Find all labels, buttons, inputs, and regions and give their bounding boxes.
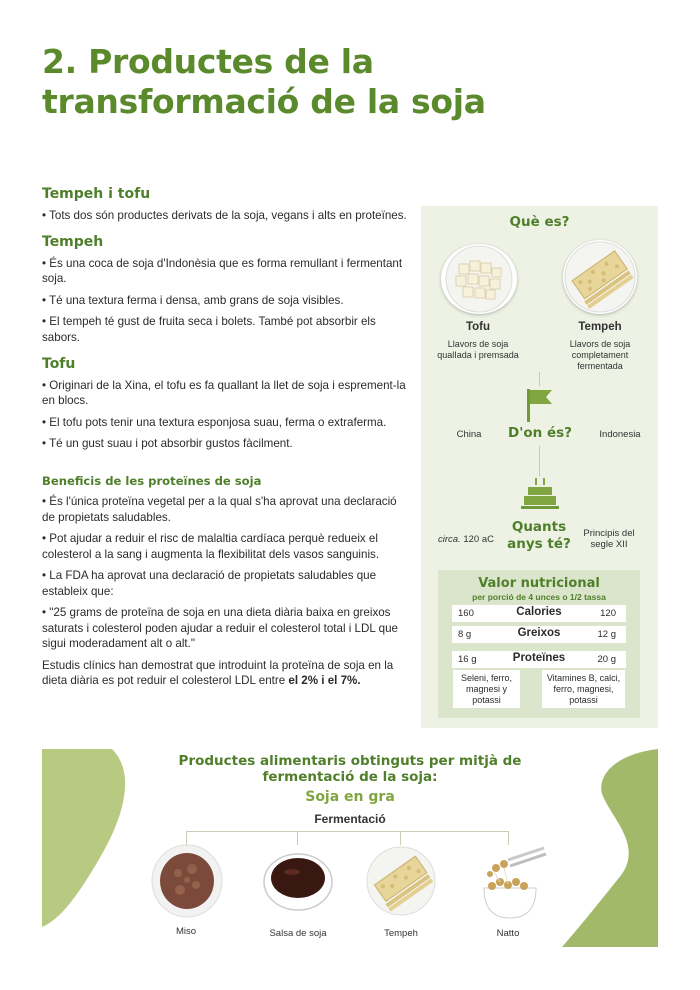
bottom-title: Productes alimentaris obtinguts per mitjà de fermentació de la soja:: [178, 753, 522, 785]
heading-tempeh-tofu: Tempeh i tofu: [42, 186, 151, 202]
product-label-natto: Natto: [496, 928, 520, 939]
closing-highlight: el 2% i el 7%.: [288, 674, 361, 687]
heading-benefits: Beneficis de les proteïnes de soja: [42, 473, 262, 488]
product-label-miso: Miso: [175, 926, 197, 937]
connector-line: [539, 372, 540, 386]
branch-line: [297, 831, 298, 845]
section-tofu: [42, 357, 408, 452]
connector-line: [539, 446, 540, 476]
section-tempeh: [42, 235, 408, 345]
miso-image: [150, 843, 224, 924]
origin-china: China: [456, 429, 482, 440]
flag-icon: [524, 387, 554, 428]
closing-paragraph: Estudis clínics han demostrat que introduint la proteïna de soja en la dieta diària es pot reduir el colesterol LDL entre el 2% i el 7%.: [42, 658, 394, 687]
section-tempeh-tofu: [42, 187, 408, 223]
left-column: [42, 187, 408, 701]
origin-indonesia: Indonesia: [599, 429, 641, 440]
page-title: 2. Productes de la transformació de la soja: [42, 42, 486, 121]
section-benefits: [42, 474, 408, 689]
bullet: • Originari de la Xina, el tofu es fa quallant la llet de soja i esprement-la en blocs.: [42, 378, 406, 407]
tempeh-label: Tempeh: [578, 321, 622, 333]
bullet: • Té una textura ferma i densa, amb grans de soja visibles.: [42, 293, 344, 307]
age-tofu: circa. 120 aC: [438, 534, 494, 545]
natto-image: [478, 846, 548, 927]
bullet: • El tofu pots tenir una textura esponjosa suau, ferma o extraferma.: [42, 415, 387, 429]
nutrition-row-calories: 160 Calories 120: [452, 605, 626, 622]
bullet: • El tempeh té gust de fruita seca i bolets. També pot absorbir els sabors.: [42, 315, 376, 344]
nutrition-title: Valor nutricional: [478, 576, 600, 591]
product-label-tempeh: Tempeh: [384, 928, 418, 939]
tempeh-desc: Llavors de soja completament fermentada: [569, 339, 631, 371]
soy-sauce-image: [262, 852, 334, 917]
tofu-desc: Llavors de soja qualIada i premsada: [437, 339, 519, 360]
branch-line: [186, 831, 508, 832]
heading-tofu: Tofu: [42, 356, 76, 372]
branch-line: [400, 831, 401, 845]
don-es-heading: D'on és?: [508, 425, 572, 441]
heading-tempeh: Tempeh: [42, 234, 104, 250]
bullet: • Té un gust suau i pot absorbir gustos fàcilment.: [42, 437, 293, 450]
bullet: • Pot ajudar a reduir el risc de malaltia cardíaca perquè redueix el colesterol a la sang i augmenta la flexibilitat dels vasos sanguinis.: [42, 532, 380, 561]
soy-grain-label: Soja en gra: [305, 789, 395, 805]
birthday-cake-icon: [520, 476, 560, 517]
tofu-label: Tofu: [465, 321, 491, 333]
minerals-tempeh: Vitamines B, calci, ferro, magnesi, potassi: [542, 670, 625, 708]
tempeh-image: [563, 240, 637, 314]
nutrition-row-protein: 16 g Proteïnes 20 g: [452, 651, 626, 668]
bullet: • Tots dos són productes derivats de la soja, vegans i alts en proteïnes.: [42, 208, 407, 222]
bullet: • La FDA ha aprovat una declaració de propietats saludables que estableix que:: [42, 569, 377, 598]
product-label-soy-sauce: Salsa de soja: [269, 928, 327, 939]
fermentation-label: Fermentació: [314, 812, 386, 826]
minerals-tofu: Seleni, ferro, magnesi y potassi: [453, 670, 520, 708]
bullet: • És una coca de soja d'Indonèsia que es forma remullant i fermentant soja.: [42, 256, 403, 285]
bullet: • "25 grams de proteïna de soja en una dieta diària baixa en greixos saturats i colesterol poden ajudar a reduir el colesterol total i LDL que sigui moderadament alt o alt.": [42, 606, 398, 650]
branch-line: [508, 831, 509, 845]
que-es-heading: Què es?: [509, 214, 570, 230]
tempeh-bottom-image: [366, 846, 436, 921]
age-tempeh: Principis del segle XII: [583, 528, 635, 550]
nutrition-subtitle: per porció de 4 unces o 1/2 tassa: [472, 592, 606, 602]
tofu-image: [441, 244, 517, 314]
quants-anys-heading: Quants anys té?: [507, 519, 571, 552]
nutrition-row-fat: 8 g Greixos 12 g: [452, 626, 626, 643]
bullet: • És l'única proteïna vegetal per a la qual s'ha aprovat una declaració de propietats saludables.: [42, 495, 397, 524]
